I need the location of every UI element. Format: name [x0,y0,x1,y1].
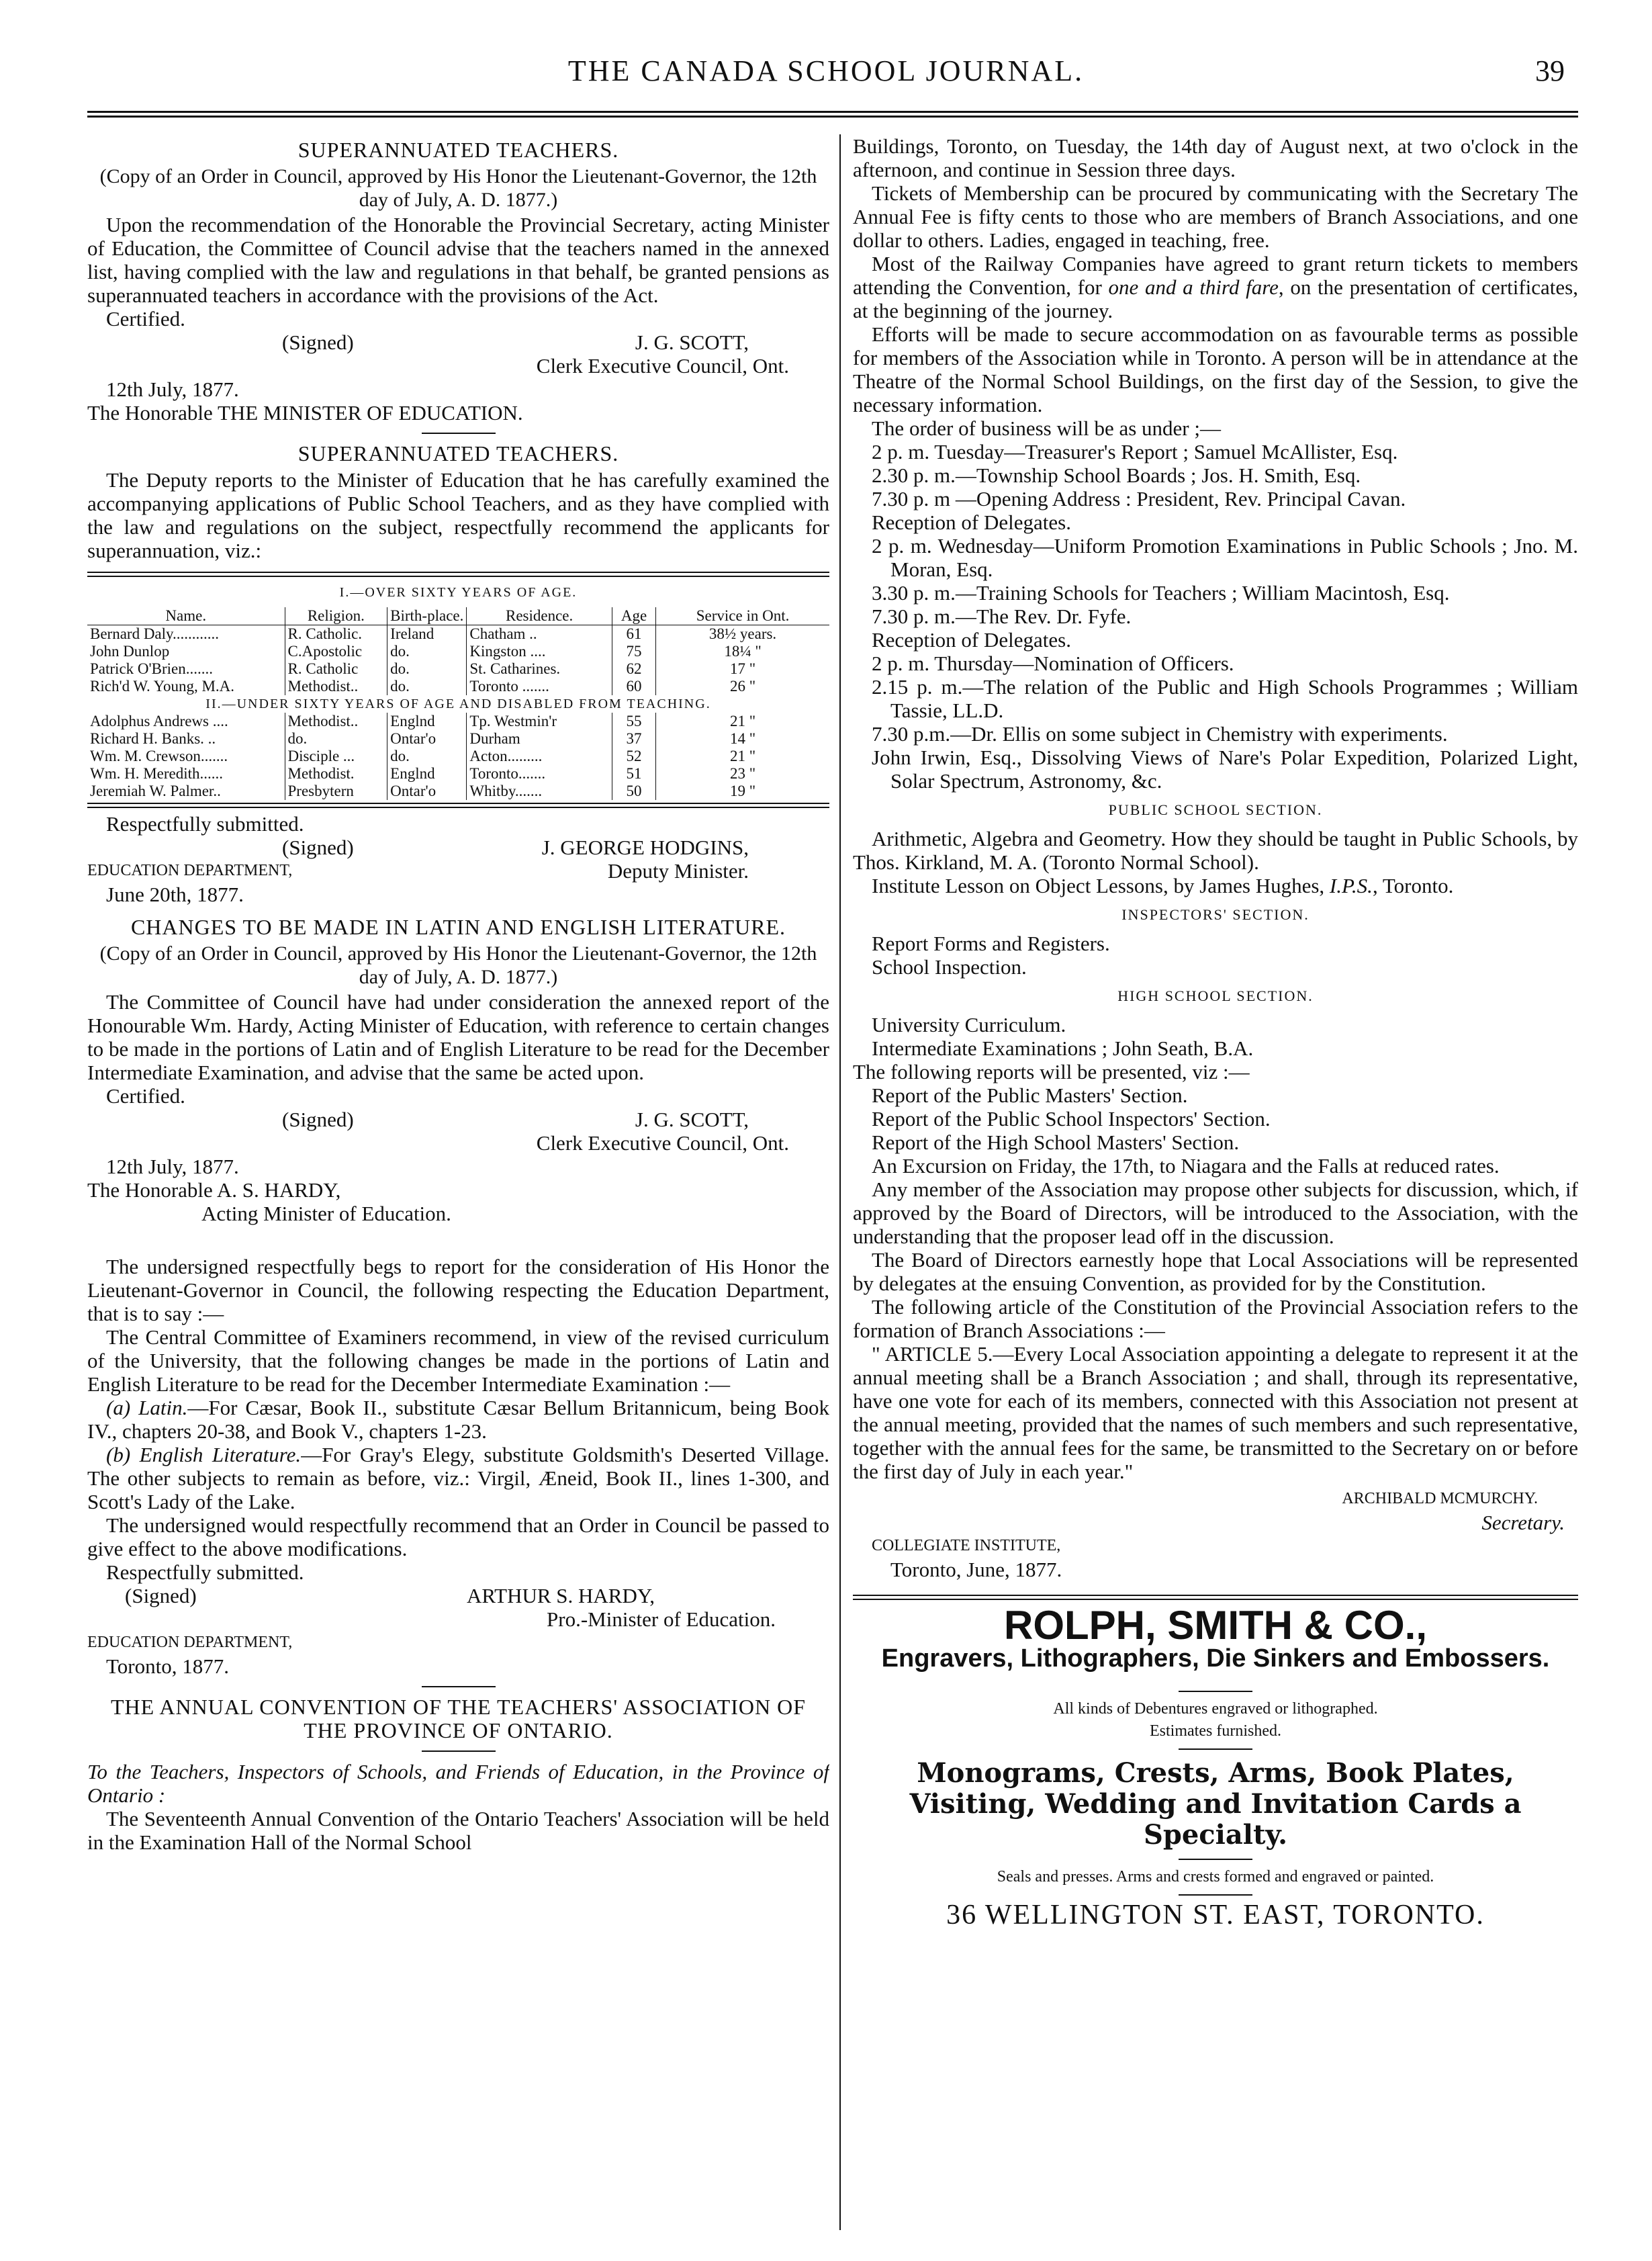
respectfully-submitted: Respectfully submitted. [106,1560,304,1584]
excursion: An Excursion on Friday, the 17th, to Niagara and the Falls at reduced rates. [872,1154,1500,1178]
latin-change [87,1396,829,1443]
table-cell-service: 18¼ " [656,643,829,660]
public-item-1: Arithmetic, Algebra and Geometry. How they should be taught in Public Schools, by Thos. Kirkland, M. A. (Toronto Normal School). [853,827,1578,874]
table-cell-service: 14 " [656,730,829,748]
english-text: —For Gray's Elegy, substitute Goldsmith's Deserted Village. The other subjects to remain as before, viz.: Virgil, Æneid, Book II., lines 1-300, and Scott's Lady of the Lake. [87,1443,829,1513]
table-cell-religion: do. [285,730,387,748]
railway-tickets [853,252,1578,322]
table-row [87,678,829,695]
report-item: Report of the Public School Inspectors' Section. [872,1107,1271,1130]
secretary-label: Secretary. [1481,1511,1565,1534]
public-item-2-ips: I.P.S. [1329,874,1373,897]
col-birthplace: Birth-place. [387,607,467,625]
addressee: The Honorable THE MINISTER OF EDUCATION. [87,401,523,425]
signed-label: (Signed) [282,836,354,859]
table-cell-religion: Methodist.. [285,713,387,730]
table-cell-name: Rich'd W. Young, M.A. [90,678,235,695]
table-cell-name: Bernard Daly............ [90,625,220,642]
table-cell-age: 55 [612,713,655,730]
section-heading-convention: THE ANNUAL CONVENTION OF THE TEACHERS' ASSOCIATION OF THE PROVINCE OF ONTARIO. [110,1695,807,1742]
report-date: June 20th, 1877. [106,883,244,906]
table-row [87,748,829,765]
table-cell-birth: do. [387,660,467,678]
schedule-item: 7.30 p. m —Opening Address : President, Rev. Principal Cavan. [872,487,1406,511]
left-column [87,134,829,2230]
schedule-item: 2.15 p. m.—The relation of the Public and High Schools Programmes ; William Tassie, LL.D. [872,675,1578,722]
table-caption-over-sixty: I.—OVER SIXTY YEARS OF AGE. [339,585,578,600]
table-cell-residence: St. Catharines. [467,660,612,678]
table-cell-religion: R. Catholic [285,660,387,678]
toronto-date: Toronto, 1877. [106,1654,229,1678]
constitution-article-intro: The following article of the Constitution of the Provincial Association refers to the formation of Branch Associations :— [853,1295,1578,1342]
advert-rule [853,1595,1578,1600]
latin-text: —For Cæsar, Book II., substitute Cæsar Bellum Britannicum, being Book IV., chapters 20-38, and Book V., chapters 1-23. [87,1396,829,1443]
deputy-report: The Deputy reports to the Minister of Education that he has carefully examined the accompanying applications of Public School Teachers, and as they have complied with the law and regulations on the subject, respectfully recommend the applicants for superannuation, viz.: [87,468,829,562]
table-row [87,713,829,730]
signature-arthur [87,1584,829,1607]
schedule-item: 2 p. m. Wednesday—Uniform Promotion Examinations in Public Schools ; Jno. M. Moran, Esq. [872,534,1578,581]
advertisement [853,1603,1578,1931]
page-number: 39 [1535,54,1565,87]
table-cell-birth: do. [387,678,467,695]
signature-scott-1 [87,330,829,354]
table-cell-residence: Acton......... [467,748,612,765]
right-column [853,134,1578,2230]
table-cell-name: Wm. M. Crewson....... [90,748,228,764]
header-rule-top [87,111,1578,113]
table-cell-name: Adolphus Andrews .... [90,713,228,729]
section-heading-superannuated-2: SUPERANNUATED TEACHERS. [297,441,619,466]
schedule-item: 7.30 p. m.—The Rev. Dr. Fyfe. [872,605,1132,628]
table-cell-age: 61 [612,625,655,644]
table-cell-name: Patrick O'Brien....... [90,660,214,677]
order-date: 12th July, 1877. [106,378,239,401]
education-department: EDUCATION DEPARTMENT, [87,1634,293,1651]
accommodation: Efforts will be made to secure accommodation on as favourable terms as possible for members of the Association while in Toronto. A person will be in attendance at the Theatre of the Normal School Buildings, on the first day of the Session, to give the necessary information. [853,322,1578,416]
public-item-2 [853,874,1578,897]
advert-divider [1179,1894,1252,1896]
table-cell-service: 26 " [656,678,829,695]
table-cell-service: 19 " [656,783,829,800]
report-item: Report of the Public Masters' Section. [872,1083,1188,1107]
order-date: 12th July, 1877. [106,1155,239,1178]
superannuation-table [87,607,829,800]
order-in-council-note-2: (Copy of an Order in Council, approved by His Honor the Lieutenant-Governor, the 12th day of July, A. D. 1877.) [99,942,817,988]
public-item-2-end: , Toronto. [1372,874,1454,897]
addressee: The Honorable A. S. HARDY, [87,1178,341,1202]
reports-intro: The following reports will be presented, viz :— [853,1060,1250,1083]
table-cell-service: 17 " [656,660,829,678]
col-religion: Religion. [285,607,387,625]
signer-name: ARTHUR S. HARDY, [466,1584,655,1607]
article-5: " ARTICLE 5.—Every Local Association appointing a delegate to represent it at the annual meeting shall be a Branch Association ; and shall, through its representative, have one vote for each of its members, connected with this Association not present at the annual meeting, provided that the names of such members and such representative, together with the annual fees for the same, be transmitted to the Secretary on or before the first day of July in each year." [853,1342,1578,1483]
order-of-business: The order of business will be as under ;— [872,416,1221,440]
table-cell-religion: C.Apostolic [285,643,387,660]
table-cell-residence: Chatham .. [467,625,612,644]
public-school-section-heading: PUBLIC SCHOOL SECTION. [1108,801,1323,818]
signer-name: J. GEORGE HODGINS, [541,836,749,859]
advert-line-seals: Seals and presses. Arms and crests formed and engraved or painted. [997,1868,1434,1886]
convention-announcement: The Seventeenth Annual Convention of the Ontario Teachers' Association will be held in the Examination Hall of the Normal School [87,1807,829,1854]
table-caption-under-sixty: II.—UNDER SIXTY YEARS OF AGE AND DISABLED FROM TEACHING. [205,697,711,711]
high-school-section-heading: HIGH SCHOOL SECTION. [1117,987,1314,1004]
table-cell-religion: R. Catholic. [285,625,387,644]
table-cell-age: 60 [612,678,655,695]
table-row [87,765,829,783]
addressee-title: Acting Minister of Education. [201,1202,451,1225]
section-heading-latin-english: CHANGES TO BE MADE IN LATIN AND ENGLISH LITERATURE. [130,915,786,939]
signer-name: J. G. SCOTT, [635,1108,749,1131]
inspectors-item-2: School Inspection. [872,955,1027,979]
table-cell-age: 52 [612,748,655,765]
propose-subjects: Any member of the Association may propose other subjects for discussion, which, if approved by the Board of Directors, will be introduced to the Association, with the understanding that the proposer lead off in the discussion. [853,1178,1578,1248]
superannuation-recommendation: Upon the recommendation of the Honorable the Provincial Secretary, acting Minister of Education, the Committee of Council advise that the teachers named in the annexed list, having complied with the law and regulations in that behalf, be granted pensions as superannuated teachers in accordance with the provisions of the Act. [87,213,829,307]
table-cell-religion: Presbytern [285,783,387,800]
advert-specialties: Monograms, Crests, Arms, Book Plates, Visiting, Wedding and Invitation Cards a Specialty. [909,1757,1522,1851]
advert-divider [1179,1691,1252,1692]
table-cell-age: 51 [612,765,655,783]
signed-label: (Signed) [282,1108,354,1131]
dept-line [87,859,829,883]
advert-company: ROLPH, SMITH & CO., [1004,1603,1427,1648]
col-residence: Residence. [467,607,612,625]
certified-label: Certified. [106,307,185,330]
table-cell-service: 23 " [656,765,829,783]
signer-mcmurchy: ARCHIBALD MCMURCHY. [1342,1490,1538,1507]
page-header [87,54,1565,107]
table-cell-birth: Ireland [387,625,467,644]
table-row [87,660,829,678]
table-cell-birth: do. [387,748,467,765]
education-department: EDUCATION DEPARTMENT, [87,862,293,879]
col-service: Service in Ont. [656,607,829,625]
collegiate-institute: COLLEGIATE INSTITUTE, [872,1537,1061,1554]
table-cell-residence: Toronto....... [467,765,612,783]
table-row [87,730,829,748]
section-divider [422,1686,496,1687]
col-age: Age [612,607,655,625]
committee-consideration: The Committee of Council have had under consideration the annexed report of the Honourable Wm. Hardy, Acting Minister of Education, with reference to certain changes to be made in the portions of Latin and of English Literature to be read for the December Intermediate Examination, and advise that the same be acted upon. [87,990,829,1084]
address-italic: To the Teachers, Inspectors of Schools, and Friends of Education, in the Province of Ontario : [87,1760,829,1807]
inspectors-item-1: Report Forms and Registers. [872,932,1110,955]
reports-list [853,1083,1578,1154]
table-cell-name: John Dunlop [90,643,170,660]
table-cell-name: Wm. H. Meredith...... [90,765,224,782]
railway-text-a: Most of the Railway Companies have agreed to grant return tickets to members attending the Convention, for [853,252,1578,299]
advert-divider [1179,1748,1252,1750]
section-heading-superannuated-1: SUPERANNUATED TEACHERS. [297,138,619,162]
schedule-item: 2 p. m. Thursday—Nomination of Officers. [872,652,1234,675]
table-cell-birth: Ontar'o [387,783,467,800]
english-change [87,1443,829,1513]
table-cell-service: 21 " [656,748,829,765]
table-cell-service: 38½ years. [656,625,829,644]
english-label: (b) English Literature. [106,1443,302,1466]
table-cell-residence: Tp. Westmin'r [467,713,612,730]
latin-label: (a) Latin. [106,1396,188,1419]
respectfully-submitted: Respectfully submitted. [106,812,304,836]
table-cell-name: Jeremiah W. Palmer.. [90,783,221,799]
tickets-of-membership: Tickets of Membership can be procured by communicating with the Secretary The Annual Fee is fifty cents to those who are members of Branch Associations, and one dollar to others. Ladies, engaged in teaching, free. [853,181,1578,252]
signer-title: Pro.-Minister of Education. [547,1607,776,1631]
schedule-item: 3.30 p. m.—Training Schools for Teachers ; William Macintosh, Esq. [872,581,1450,605]
column-divider [839,134,841,2230]
table-cell-birth: do. [387,643,467,660]
schedule-item: Reception of Delegates. [872,511,1071,534]
recommendation: The undersigned would respectfully recommend that an Order in Council be passed to give effect to the above modifications. [87,1513,829,1560]
railway-fare: one and a third fare [1108,275,1279,299]
signer-title: Deputy Minister. [607,859,749,883]
advert-address: 36 WELLINGTON ST. EAST, TORONTO. [946,1900,1485,1931]
convention-address [87,1760,829,1807]
table-cell-service: 21 " [656,713,829,730]
schedule [853,440,1578,793]
col-name: Name. [87,607,285,625]
journal-title: THE CANADA SCHOOL JOURNAL. [567,54,1085,87]
table-row [87,783,829,800]
table-row [87,625,829,644]
table-cell-religion: Disciple ... [285,748,387,765]
table-cell-religion: Methodist. [285,765,387,783]
collegiate-date: Toronto, June, 1877. [890,1558,1062,1581]
schedule-item: John Irwin, Esq., Dissolving Views of Nare's Polar Expedition, Polarized Light, Solar Spectrum, Astronomy, &c. [872,746,1578,793]
board-of-directors: The Board of Directors earnestly hope that Local Associations will be represented by delegates at the ensuing Convention, as provided for by the Constitution. [853,1248,1578,1295]
schedule-item: Reception of Delegates. [872,628,1071,652]
section-divider [422,433,496,434]
table-cell-religion: Methodist.. [285,678,387,695]
advert-line-debentures: All kinds of Debentures engraved or lithographed. [1053,1700,1378,1718]
high-item-2: Intermediate Examinations ; John Seath, B.A. [872,1036,1254,1060]
signer-title: Clerk Executive Council, Ont. [536,354,789,378]
railway-text-b: , on the presentation of certificates, at the beginning of the journey. [853,275,1578,322]
signer-title: Clerk Executive Council, Ont. [536,1131,789,1155]
table-cell-residence: Kingston .... [467,643,612,660]
table-cell-residence: Toronto ....... [467,678,612,695]
high-item-1: University Curriculum. [872,1013,1066,1036]
table-cell-name: Richard H. Banks. .. [90,730,216,747]
schedule-item: 7.30 p.m.—Dr. Ellis on some subject in Chemistry with experiments. [872,722,1448,746]
certified-label: Certified. [106,1084,185,1108]
table-cell-age: 62 [612,660,655,678]
undersigned-report: The undersigned respectfully begs to report for the consideration of His Honor the Lieutenant-Governor in Council, the following respecting the Education Department, that is to say :— [87,1255,829,1325]
report-item: Report of the High School Masters' Section. [872,1130,1240,1154]
section-divider [422,1750,496,1752]
table-cell-residence: Durham [467,730,612,748]
public-item-2-text: Institute Lesson on Object Lessons, by James Hughes, [872,874,1330,897]
table-cell-birth: Ontar'o [387,730,467,748]
table-cell-birth: Englnd [387,765,467,783]
order-in-council-note-1: (Copy of an Order in Council, approved by His Honor the Lieutenant-Governor, the 12th day of July, A. D. 1877.) [99,165,817,211]
table-cell-age: 75 [612,643,655,660]
header-rule-bottom [87,116,1578,118]
table-top-rule [87,572,829,577]
table-cell-residence: Whitby....... [467,783,612,800]
signed-label: (Signed) [125,1584,197,1607]
signer-title-secretary [853,1511,1578,1534]
signer-name: J. G. SCOTT, [635,330,749,354]
signed-label: (Signed) [282,330,354,354]
schedule-item: 2 p. m. Tuesday—Treasurer's Report ; Samuel McAllister, Esq. [872,440,1398,463]
table-cell-birth: Englnd [387,713,467,730]
schedule-item: 2.30 p. m.—Township School Boards ; Jos. H. Smith, Esq. [872,463,1361,487]
table-row [87,643,829,660]
signature-hodgins [87,836,829,859]
advert-trades: Engravers, Lithographers, Die Sinkers and Embossers. [881,1644,1550,1673]
inspectors-section-heading: INSPECTORS' SECTION. [1121,906,1310,923]
table-cell-age: 37 [612,730,655,748]
advert-line-estimates: Estimates furnished. [1150,1722,1281,1740]
central-committee: The Central Committee of Examiners recommend, in view of the revised curriculum of the University, that the following changes be made in the portions of Latin and English Literature to be read for the December Intermediate Examination :— [87,1325,829,1396]
table-bottom-rule [87,803,829,808]
signature-scott-2 [87,1108,829,1131]
advert-divider [1179,1859,1252,1860]
convention-date: Buildings, Toronto, on Tuesday, the 14th day of August next, at two o'clock in the afternoon, and continue in Session three days. [853,134,1578,181]
table-cell-age: 50 [612,783,655,800]
